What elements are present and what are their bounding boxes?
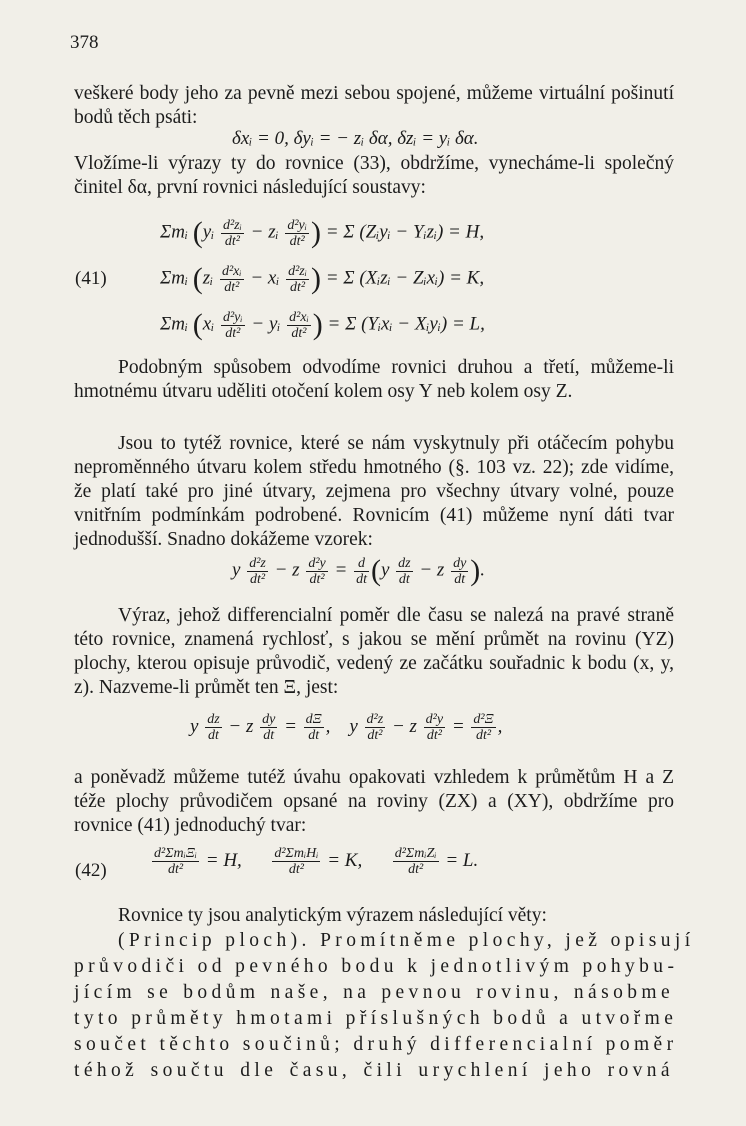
eq-sum-prefix: Σmᵢ bbox=[160, 221, 193, 243]
eq-term: xᵢ bbox=[267, 267, 280, 289]
xi-formula bbox=[190, 712, 502, 743]
formula-term: − z bbox=[391, 715, 417, 737]
formula-numerator: dy bbox=[453, 555, 467, 571]
eq-numerator: d²yᵢ bbox=[222, 309, 243, 325]
formula-term: y bbox=[349, 715, 358, 737]
principle-line: průvodiči od pevného bodu k jednotlivým pohybu- bbox=[74, 956, 679, 977]
formula-denominator: dt bbox=[205, 727, 221, 743]
eq-denominator: dt² bbox=[221, 233, 244, 249]
eq-sum-prefix: Σmᵢ bbox=[160, 313, 193, 335]
eq-numerator: d²yᵢ bbox=[287, 217, 307, 233]
formula-rhs: = L. bbox=[445, 849, 479, 871]
formula-denominator: dt bbox=[304, 727, 324, 743]
formula-numerator: d²z bbox=[366, 712, 384, 727]
formula-numerator: dΞ bbox=[305, 712, 322, 727]
formula-denominator: dt² bbox=[152, 861, 199, 877]
formula-denominator: dt bbox=[396, 571, 412, 587]
formula-numerator: dy bbox=[262, 712, 276, 727]
similarly-paragraph: Podobným spůsobem odvodíme rovnici druhou a třetí, můžeme-li hmotnému útvaru uděliti otočení kolem osy Y neb kolem osy Z. bbox=[74, 357, 674, 402]
principle-line: (Princip ploch). Promítněme plochy, jež opisují bbox=[118, 930, 695, 951]
analytic-paragraph: Rovnice ty jsou analytickým výrazem následující věty: bbox=[118, 905, 547, 926]
formula-rhs: = K, bbox=[327, 849, 363, 871]
formula-term: − z bbox=[274, 559, 300, 581]
formula-numerator: d²y bbox=[308, 555, 326, 571]
formula-numerator: d²ΣmᵢZᵢ bbox=[394, 846, 437, 861]
eq-denominator: dt² bbox=[285, 233, 309, 249]
equation-42-label: (42) bbox=[75, 860, 107, 881]
formula-operator: = bbox=[284, 715, 297, 737]
eq-numerator: d²zᵢ bbox=[222, 217, 242, 233]
formula-term: − z bbox=[419, 559, 445, 581]
equation-42 bbox=[150, 846, 478, 877]
eq-term: zᵢ bbox=[202, 267, 214, 289]
formula-term: − z bbox=[228, 715, 254, 737]
same-equations-paragraph: Jsou to tytéž rovnice, které se nám vyskytnuly při otáčecím pohybu neproměnného útvaru kolem středu hmotného (§. 103 vz. 22); zde vidíme, že platí také pro jiné útvary, zejmena pro všechny útvary volné, pouze vnitřním podmínkám podrobené. Rovnicím (41) můžeme nyní dáti tvar jednodušší. Snadno dokážeme vzorek: bbox=[74, 433, 674, 550]
eq-term: xᵢ bbox=[202, 313, 215, 335]
formula-numerator: dz bbox=[398, 555, 411, 571]
eq-numerator: d²xᵢ bbox=[289, 309, 309, 325]
formula-numerator: d²Ξ bbox=[473, 712, 494, 727]
formula-rhs: = H, bbox=[205, 849, 242, 871]
equation-41-row: Σmᵢ (yᵢ $\frac{\text{d²zᵢ}}{\text{dt²}}$ − zᵢ $\frac{\text{d²yᵢ}}{\text{dt²}}$ ) = Σ (Zᵢyᵢ − Yᵢzᵢ) = H, bbox=[160, 216, 485, 249]
intro-paragraph: veškeré body jeho za pevně mezi sebou spojené, můžeme virtuální pošinutí bodů těch psáti: bbox=[74, 83, 674, 128]
formula-denominator: dt² bbox=[272, 861, 320, 877]
expression-paragraph: Výraz, jehož differencialní poměr dle času se nalezá na pravé straně této rovnice, znamená rychlosť, s jakou se mění průmět na rovinu (YZ) plochy, kterou opisuje průvodič, vedený ze začátku souřadnic k bodu (x, y, z). Nazveme-li průmět ten Ξ, jest: bbox=[74, 605, 674, 698]
formula-denominator: dt bbox=[356, 571, 367, 587]
formula-denominator: dt² bbox=[365, 727, 386, 743]
formula-punct: , bbox=[325, 715, 331, 737]
eq-numerator: d²zᵢ bbox=[288, 263, 307, 279]
principle-line: jícím se bodům naše, na pevnou rovinu, násobme bbox=[74, 982, 674, 1003]
formula-denominator: dt² bbox=[424, 727, 445, 743]
eq-term: yᵢ bbox=[268, 313, 281, 335]
formula-punct: . bbox=[480, 559, 486, 581]
eq-denominator: dt² bbox=[286, 279, 309, 295]
principle-line: téhož součtu dle času, čili urychlení jeho rovná bbox=[74, 1060, 674, 1081]
formula-numerator: d²ΣmᵢHᵢ bbox=[274, 846, 319, 861]
eq-term: yᵢ bbox=[202, 221, 215, 243]
virtual-displacement-formula: δxᵢ = 0, δyᵢ = − zᵢ δα, δzᵢ = yᵢ δα. bbox=[232, 128, 479, 149]
formula-term: y bbox=[380, 559, 390, 581]
equation-41-row: Σmᵢ (xᵢ $\frac{\text{d²yᵢ}}{\text{dt²}}$ − yᵢ $\frac{\text{d²xᵢ}}{\text{dt²}}$ ) = Σ (Yᵢxᵢ − Xᵢyᵢ) = L, bbox=[160, 308, 485, 341]
equation-41-row: Σmᵢ (zᵢ $\frac{\text{d²xᵢ}}{\text{dt²}}$ − xᵢ $\frac{\text{d²zᵢ}}{\text{dt²}}$ ) = Σ (Xᵢzᵢ − Zᵢxᵢ) = K, bbox=[160, 262, 485, 295]
eq-denominator: dt² bbox=[221, 325, 245, 341]
eq-denominator: dt² bbox=[220, 279, 244, 295]
formula-term: y bbox=[190, 715, 199, 737]
formula-denominator: dt bbox=[260, 727, 277, 743]
principle-line: součet těchto součinů; druhý differencialní poměr bbox=[74, 1034, 678, 1055]
formula-numerator: d²z bbox=[249, 555, 266, 571]
formula-punct: , bbox=[497, 715, 503, 737]
formula-numerator: d²ΣmᵢΞᵢ bbox=[154, 846, 198, 861]
eq-rhs: = Σ (Yᵢxᵢ − Xᵢyᵢ) = L, bbox=[327, 313, 485, 335]
formula-denominator: dt bbox=[451, 571, 468, 587]
formula-denominator: dt² bbox=[471, 727, 495, 743]
eq-rhs: = Σ (Xᵢzᵢ − Zᵢxᵢ) = K, bbox=[325, 267, 485, 289]
eq-denominator: dt² bbox=[287, 325, 311, 341]
formula-term: y bbox=[232, 559, 241, 581]
equation-41-label: (41) bbox=[75, 268, 107, 289]
substitution-paragraph: Vložíme-li výrazy ty do rovnice (33), obdržíme, vynecháme-li společný činitel δα, první rovnici následující soustavy: bbox=[74, 153, 674, 198]
formula-operator: = bbox=[451, 715, 465, 737]
formula-numerator: d bbox=[358, 555, 365, 571]
formula-numerator: d²y bbox=[425, 712, 444, 727]
eq-term: zᵢ bbox=[268, 221, 279, 243]
formula-numerator: dz bbox=[207, 712, 220, 727]
eq-rhs: = Σ (Zᵢyᵢ − Yᵢzᵢ) = H, bbox=[325, 221, 485, 243]
sample-formula: y $\frac{\text{d²z}}{\text{dt²}}$ − z $\frac{\text{d²y}}{\text{dt²}}$ = $\frac{d}{dt}$ (y $\frac{dz}{dt}$ − z $\frac{dy}{dt}$ ). bbox=[232, 554, 486, 587]
page-number: 378 bbox=[70, 32, 99, 53]
formula-denominator: dt² bbox=[393, 861, 439, 877]
eq-numerator: d²xᵢ bbox=[221, 263, 242, 279]
since-paragraph: a poněvadž můžeme tutéž úvahu opakovati vzhledem k průmětům H a Z téže plochy průvodičem opsané na roviny (ZX) a (XY), obdržíme pro rovnice (41) jednoduchý tvar: bbox=[74, 767, 674, 836]
principle-line: tyto průměty hmotami příslušných bodů a utvořme bbox=[74, 1008, 678, 1029]
eq-sum-prefix: Σmᵢ bbox=[160, 267, 193, 289]
formula-denominator: dt² bbox=[247, 571, 268, 587]
formula-denominator: dt² bbox=[306, 571, 327, 587]
formula-operator: = bbox=[334, 559, 348, 581]
